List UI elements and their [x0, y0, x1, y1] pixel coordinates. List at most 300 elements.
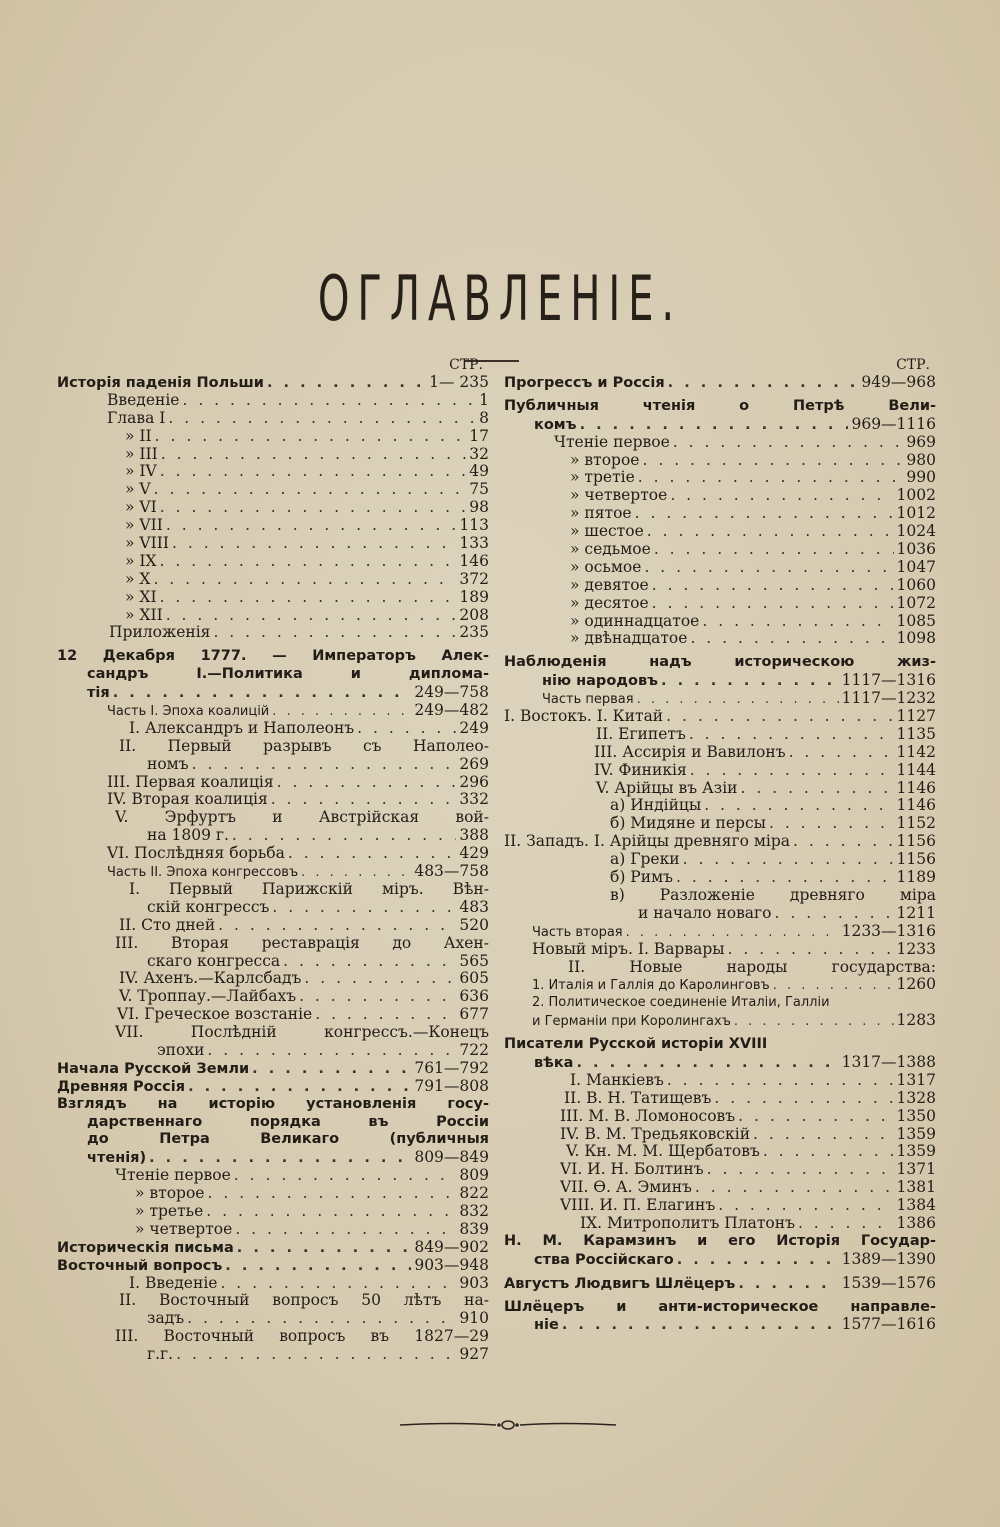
toc-entry-page: 388 [459, 826, 489, 845]
toc-entry-title: VI. И. Н. Болтинъ [560, 1160, 704, 1179]
toc-entry-title: Писатели Русской исторіи XVIII [504, 1036, 768, 1053]
toc-entry-page: 903 [459, 1273, 489, 1292]
toc-entry [504, 994, 936, 1012]
toc-entry [504, 1161, 936, 1179]
dot-leader [734, 1013, 894, 1031]
toc-entry-page: 483 [459, 897, 489, 916]
toc-entry-page: 761—792 [414, 1058, 489, 1077]
dot-leader [718, 1197, 893, 1215]
toc-entry-page: 832 [459, 1201, 489, 1220]
dot-leader [661, 673, 839, 691]
toc-entry-title: II. Египетъ [596, 724, 686, 743]
toc-entry-title: » шестое [570, 522, 644, 541]
page-column-label: СТР. [896, 357, 930, 373]
toc-entry-title: I. Востокъ. I. Китай [504, 707, 664, 726]
toc-entry-title: III. М. В. Ломоносовъ [560, 1106, 736, 1125]
dot-leader [683, 851, 894, 869]
toc-entry-title: VII. Послѣдній конгрессъ.—Конецъ [115, 1024, 489, 1042]
toc-entry-page: 839 [459, 1219, 489, 1238]
toc-entry-title: и начало новаго [638, 903, 772, 922]
dot-leader [690, 630, 893, 648]
dot-leader [153, 571, 456, 589]
toc-entry [57, 1275, 489, 1293]
toc-entry [57, 1096, 489, 1114]
toc-entry-title: Взглядъ на исторію установленія госу- [57, 1095, 489, 1112]
toc-entry-title: вѣка [534, 1054, 574, 1071]
toc-entry [504, 1179, 936, 1197]
toc-entry-page: 1152 [896, 814, 936, 833]
toc-entry [57, 1078, 489, 1096]
dot-leader [235, 1221, 456, 1239]
toc-entry-title: 12 Декабря 1777. — Императоръ Алек- [57, 648, 489, 665]
toc-entry-page: 17 [469, 426, 489, 445]
toc-entry-title: » IV [125, 462, 157, 481]
toc-entry [504, 762, 936, 780]
toc-entry-title: V. Арійцы въ Азіи [596, 778, 738, 797]
dot-leader [288, 845, 457, 863]
dot-leader [267, 375, 426, 393]
dot-leader [160, 499, 467, 517]
toc-entry-page: 1012 [896, 504, 936, 523]
dot-leader [304, 970, 456, 988]
dot-leader [234, 1167, 457, 1185]
dot-leader [670, 487, 893, 505]
toc-entry-title: » четвертое [135, 1219, 233, 1238]
toc-entry-title: IV. Вторая коалиція [107, 790, 268, 809]
toc-entry-page: 677 [459, 1005, 489, 1024]
toc-entry-title: » осьмое [570, 557, 642, 576]
toc-entry [504, 815, 936, 833]
toc-entry-title: задъ [147, 1309, 185, 1328]
toc-entry-page: 372 [459, 569, 489, 588]
toc-entry-title: I. Манкіевъ [570, 1070, 664, 1089]
toc-entry-title: » седьмое [570, 540, 651, 559]
toc-entry [57, 935, 489, 953]
toc-entry-page: 605 [459, 969, 489, 988]
toc-entry [504, 630, 936, 648]
toc-entry-page: 1144 [896, 760, 936, 779]
toc-entry-page: 249—758 [414, 683, 489, 702]
dot-leader [704, 797, 893, 815]
toc-entry-title: I. Александръ и Наполеонъ [129, 718, 355, 737]
toc-entry-page: 1317—1388 [841, 1052, 936, 1071]
toc-entry-title: » V [125, 480, 151, 499]
toc-entry-page: 249—482 [414, 701, 489, 720]
toc-entry-page: 1117—1316 [841, 671, 936, 690]
toc-entry [57, 1185, 489, 1203]
dot-leader [113, 685, 412, 703]
toc-entry-title: до Петра Великаго (публичныя [87, 1131, 489, 1148]
toc-entry-page: 722 [459, 1040, 489, 1059]
toc-entry [504, 1233, 936, 1251]
toc-entry-page: 822 [459, 1184, 489, 1203]
toc-entry-title: Введеніе [107, 390, 180, 409]
toc-entry [57, 702, 489, 720]
toc-entry [57, 1346, 489, 1364]
toc-entry-page: 1211 [896, 903, 936, 922]
toc-entry-title: сандръ I.—Политика и диплома- [87, 666, 489, 683]
toc-entry-title: II. Первый разрывъ съ Наполео- [119, 737, 489, 755]
toc-entry [504, 923, 936, 941]
toc-entry-page: 49 [469, 462, 489, 481]
toc-entry-title: V. Троппау.—Лайбахъ [119, 987, 297, 1006]
toc-entry-page: 1384 [896, 1196, 936, 1215]
toc-entry [504, 505, 936, 523]
toc-entry [57, 446, 489, 464]
toc-entry [504, 1126, 936, 1144]
dot-leader [301, 864, 411, 882]
toc-entry-title: IV. В. М. Тредьяковскій [560, 1124, 751, 1143]
toc-entry [57, 720, 489, 738]
toc-entry-page: 1156 [896, 850, 936, 869]
dot-leader [154, 481, 467, 499]
dot-leader [225, 1258, 411, 1276]
toc-entry-page: 133 [459, 534, 489, 553]
toc-entry-title: Приложенія [109, 623, 211, 642]
toc-entry [504, 487, 936, 505]
toc-entry-title: б) Римъ [610, 868, 673, 887]
toc-entry-title: Глава I [107, 408, 166, 427]
toc-entry-page: 189 [459, 587, 489, 606]
toc-entry [504, 905, 936, 923]
toc-entry-title: Публичныя чтенія о Петрѣ Вели- [504, 397, 936, 414]
toc-entry-page: 791—808 [414, 1076, 489, 1095]
toc-entry [504, 941, 936, 959]
toc-entry [504, 726, 936, 744]
dot-leader [160, 589, 457, 607]
toc-entry-page: 636 [459, 987, 489, 1006]
dot-leader [738, 1276, 838, 1294]
toc-entry [57, 571, 489, 589]
toc-entry-page: 235 [459, 623, 489, 642]
toc-entry [504, 374, 936, 392]
toc-entry-title: Историческія письма [57, 1239, 234, 1256]
toc-entry-page: 1085 [896, 611, 936, 630]
toc-entry-title: » VIII [125, 534, 169, 553]
toc-entry-title: Н. М. Карамзинъ и его Исторія Государ- [504, 1232, 936, 1249]
toc-entry-page: 1260 [896, 975, 936, 994]
toc-entry [504, 559, 936, 577]
toc-entry-page: 809 [459, 1166, 489, 1185]
toc-entry-page: 1389—1390 [841, 1249, 936, 1268]
dot-leader [277, 774, 457, 792]
toc-entry-title: » третіе [570, 468, 635, 487]
toc-entry [504, 416, 936, 434]
toc-entry [57, 1024, 489, 1042]
toc-entry [504, 452, 936, 470]
toc-entry [57, 899, 489, 917]
toc-entry [504, 708, 936, 726]
toc-entry-page: 483—758 [414, 862, 489, 881]
dot-leader [272, 899, 456, 917]
toc-entry-page: 1317 [896, 1070, 936, 1089]
toc-entry-page: 927 [459, 1345, 489, 1364]
toc-entry-title: » II [125, 426, 152, 445]
toc-entry-title: » III [125, 444, 158, 463]
toc-entry-page: 949—968 [861, 373, 936, 391]
toc-entry-page: 910 [459, 1309, 489, 1328]
dot-leader [775, 905, 894, 923]
dot-leader [168, 410, 476, 428]
toc-entry [57, 863, 489, 881]
toc-entry-title: Восточный вопросъ [57, 1257, 223, 1274]
toc-entry-title: II. Сто дней [119, 915, 216, 934]
toc-entry [504, 1197, 936, 1215]
toc-entry-page: 1072 [896, 593, 936, 612]
toc-entry-page: 1359 [896, 1124, 936, 1143]
toc-entry [504, 887, 936, 905]
dot-leader [652, 595, 894, 613]
dot-leader [647, 523, 894, 541]
toc-entry [57, 589, 489, 607]
dot-leader [161, 446, 466, 464]
toc-entry-title: Исторія паденія Польши [57, 375, 264, 391]
toc-entry [57, 1239, 489, 1257]
toc-entry [57, 624, 489, 642]
toc-entry-title: » X [125, 569, 151, 588]
toc-entry-title: IX. Митрополитъ Платонъ [580, 1213, 795, 1232]
toc-entry-title: Часть вторая [532, 924, 623, 940]
dot-leader [207, 1042, 456, 1060]
toc-entry-title: Часть первая [542, 692, 634, 708]
toc-entry-title: » третье [135, 1201, 204, 1220]
dot-leader [232, 827, 456, 845]
toc-entry [504, 1012, 936, 1030]
toc-entry [57, 1328, 489, 1346]
toc-entry-title: б) Мидяне и персы [610, 814, 766, 833]
toc-entry-title: Чтеніе первое [115, 1166, 231, 1185]
toc-entry [57, 1042, 489, 1060]
toc-entry-page: 969 [906, 432, 936, 451]
toc-entry-page: 1098 [896, 629, 936, 648]
toc-entry-page: 1233—1316 [841, 921, 936, 940]
toc-entry-page: 849—902 [414, 1237, 489, 1256]
toc-entry-title: II. Новые народы государства: [568, 958, 936, 976]
toc-entry-title: дарственнаго порядка въ Россіи [87, 1113, 489, 1130]
dot-leader [187, 1310, 456, 1328]
toc-entry-title: Шлёцеръ и анти-историческое направле- [504, 1298, 936, 1315]
toc-entry [504, 851, 936, 869]
toc-entry-page: 75 [469, 480, 489, 499]
toc-entry-title: тія [87, 685, 110, 702]
toc-entry [504, 613, 936, 631]
page-column-label: СТР. [449, 357, 483, 373]
toc-entry-title: II. Западъ. I. Арійцы древняго міра [504, 832, 791, 851]
dot-leader [237, 1240, 412, 1258]
dot-leader [769, 815, 894, 833]
toc-entry [57, 1149, 489, 1167]
toc-entry-page: 1002 [896, 486, 936, 505]
dot-leader [728, 941, 894, 959]
toc-entry-title: номъ [147, 754, 189, 773]
toc-entry [57, 917, 489, 935]
toc-entry-page: 1146 [896, 778, 936, 797]
toc-entry [504, 780, 936, 798]
dot-leader [637, 691, 839, 709]
toc-entry-page: 1189 [896, 868, 936, 887]
toc-entry-title: Прогрессъ и Россія [504, 375, 665, 391]
toc-entry [57, 481, 489, 499]
toc-entry-title: Часть II. Эпоха конгрессовъ [107, 865, 299, 881]
toc-entry-page: 1371 [896, 1160, 936, 1179]
dot-leader [798, 1215, 894, 1233]
toc-entry-title: » XII [125, 605, 163, 624]
toc-entry [504, 1054, 936, 1072]
toc-entry-page: 1539—1576 [841, 1273, 936, 1292]
dot-leader [677, 1252, 839, 1270]
dot-leader [773, 977, 894, 995]
toc-entry-title: » VII [125, 516, 163, 535]
toc-left-column [57, 356, 489, 1364]
dot-leader [738, 1108, 893, 1126]
toc-entry-title: » VI [125, 498, 157, 517]
dot-leader [207, 1185, 456, 1203]
dot-leader [689, 726, 894, 744]
toc-entry [57, 410, 489, 428]
toc-entry-page: 208 [459, 605, 489, 624]
toc-entry [57, 499, 489, 517]
dot-leader [702, 613, 893, 631]
dot-leader [741, 780, 894, 798]
toc-entry-title: V. Кн. М. М. Щербатовъ [566, 1142, 760, 1161]
toc-entry [504, 744, 936, 762]
dot-leader [166, 517, 457, 535]
toc-entry [57, 1167, 489, 1185]
toc-entry-page: 1328 [896, 1088, 936, 1107]
dot-leader [220, 1275, 456, 1293]
toc-entry-title: » IX [125, 551, 157, 570]
toc-entry-title: I. Первый Парижскій міръ. Вѣн- [129, 880, 489, 898]
toc-entry [504, 577, 936, 595]
toc-entry-title: ства Россійскаго [534, 1251, 674, 1268]
dot-leader [707, 1161, 894, 1179]
dot-leader [652, 577, 894, 595]
toc-entry [57, 553, 489, 571]
toc-entry [57, 374, 489, 392]
toc-entry-title: а) Греки [610, 850, 680, 869]
toc-entry-page: 32 [469, 444, 489, 463]
toc-entry-page: 1577—1616 [841, 1315, 936, 1334]
toc-entry-page: 809—849 [414, 1148, 489, 1167]
toc-entry [504, 541, 936, 559]
toc-entry-title: » двѣнадцатое [570, 629, 688, 648]
toc-entry-title: » четвертое [570, 486, 668, 505]
dot-leader [160, 553, 457, 571]
toc-entry-page: 1146 [896, 796, 936, 815]
dot-leader [642, 452, 903, 470]
toc-entry-page: 903—948 [414, 1255, 489, 1274]
dot-leader [283, 953, 456, 971]
toc-entry-title: » десятое [570, 593, 649, 612]
toc-entry-title: 2. Политическое соединеніе Италіи, Галліи [532, 995, 830, 1011]
toc-entry-page: 1047 [896, 557, 936, 576]
dot-leader [676, 869, 894, 887]
toc-entry [504, 595, 936, 613]
toc-entry [504, 833, 936, 851]
toc-entry [57, 791, 489, 809]
toc-entry-page: 1117—1232 [841, 689, 936, 708]
toc-entry [57, 428, 489, 446]
toc-entry-page: 1350 [896, 1106, 936, 1125]
toc-entry-title: Чтеніе первое [554, 432, 670, 451]
dot-leader [673, 434, 904, 452]
toc-entry [504, 690, 936, 708]
toc-entry-title: » девятое [570, 575, 649, 594]
toc-entry [57, 1131, 489, 1149]
toc-entry [57, 607, 489, 625]
dot-leader [271, 791, 457, 809]
toc-left-rows [57, 374, 489, 1364]
dot-leader [626, 924, 839, 942]
toc-entry-title: VI. Послѣдняя борьба [107, 844, 285, 863]
toc-entry-title: а) Индійцы [610, 796, 702, 815]
toc-entry [57, 1006, 489, 1024]
toc-entry [57, 392, 489, 410]
toc-entry-page: 969—1116 [851, 414, 936, 433]
toc-entry [504, 434, 936, 452]
toc-entry-title: » второе [570, 450, 640, 469]
toc-entry [504, 672, 936, 690]
toc-entry-page: 113 [459, 516, 489, 535]
toc-entry-page: 1135 [896, 724, 936, 743]
toc-entry [57, 1257, 489, 1275]
dot-leader [299, 988, 456, 1006]
dot-leader [763, 1143, 894, 1161]
toc-entry [504, 1316, 936, 1334]
toc-entry-title: Древняя Россія [57, 1078, 186, 1095]
toc-entry-title: II. Восточный вопросъ 50 лѣтъ на- [119, 1292, 489, 1310]
toc-entry [504, 1251, 936, 1269]
toc-entry-page: 249 [459, 718, 489, 737]
toc-entry [57, 809, 489, 827]
dot-leader [714, 1090, 893, 1108]
dot-leader [690, 762, 894, 780]
toc-entry [57, 756, 489, 774]
toc-entry-page: 1233 [896, 939, 936, 958]
toc-entry [504, 797, 936, 815]
toc-entry [57, 988, 489, 1006]
toc-entry-page: 1142 [896, 742, 936, 761]
toc-entry-title: I. Введеніе [129, 1273, 218, 1292]
toc-entry-title: » второе [135, 1184, 205, 1203]
dot-leader [789, 744, 894, 762]
dot-leader [635, 505, 894, 523]
toc-entry-page: 1127 [896, 707, 936, 726]
toc-entry [504, 1299, 936, 1317]
toc-entry-page: 1386 [896, 1213, 936, 1232]
toc-entry-title: III. Ассирія и Вавилонъ [594, 742, 786, 761]
toc-entry-page: 8 [479, 408, 489, 427]
toc-entry [57, 1114, 489, 1132]
toc-entry [504, 1090, 936, 1108]
toc-entry-title: Августъ Людвигъ Шлёцеръ [504, 1275, 736, 1292]
dot-leader [562, 1317, 839, 1335]
toc-entry-title: V. Эрфуртъ и Австрійская вой- [115, 809, 489, 827]
toc-entry-title: VIII. И. П. Елагинъ [560, 1196, 716, 1215]
toc-entry-title: » одиннадцатое [570, 611, 700, 630]
toc-entry [57, 970, 489, 988]
toc-entry [504, 654, 936, 672]
toc-entry [504, 1036, 936, 1054]
toc-entry [57, 666, 489, 684]
toc-entry [57, 774, 489, 792]
dot-leader [644, 559, 893, 577]
toc-right-rows [504, 374, 936, 1334]
ornament-divider [398, 1418, 618, 1432]
toc-entry-page: 1— 235 [429, 373, 489, 391]
toc-entry-page: 98 [469, 498, 489, 517]
toc-entry-page: 429 [459, 844, 489, 863]
